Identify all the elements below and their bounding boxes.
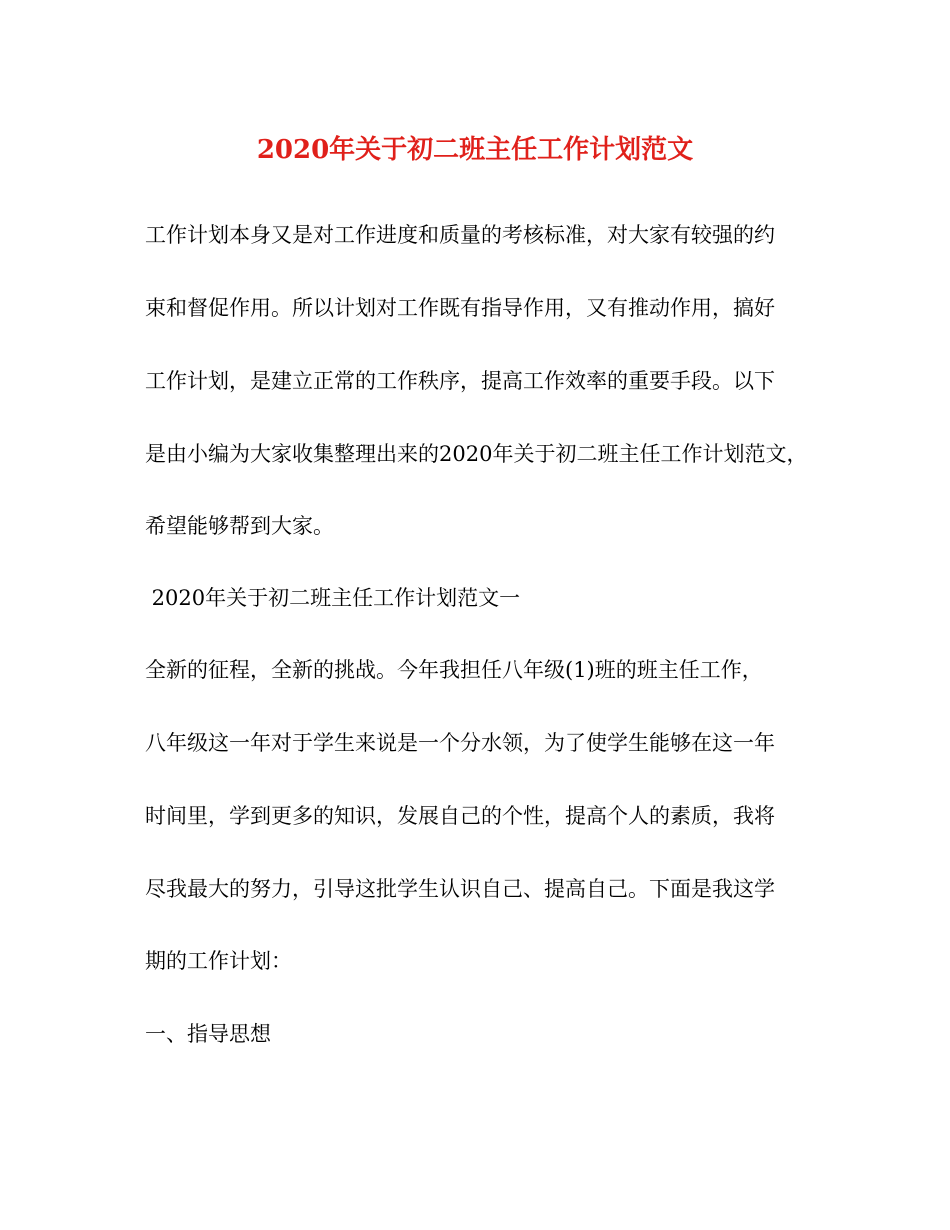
document-title: 2020年关于初二班主任工作计划范文	[256, 135, 694, 165]
body-line: 工作计划本身又是对工作进度和质量的考核标准，对大家有较强的约	[145, 223, 775, 247]
body-line: 八年级这一年对于学生来说是一个分水领，为了使学生能够在这一年	[145, 731, 775, 755]
body-line: 全新的征程，全新的挑战。今年我担任八年级(1)班的班主任工作，	[145, 658, 763, 682]
section-heading: 2020年关于初二班主任工作计划范文一	[145, 586, 521, 610]
body-line: 工作计划，是建立正常的工作秩序，提高工作效率的重要手段。以下	[145, 369, 775, 393]
body-line: 束和督促作用。所以计划对工作既有指导作用，又有推动作用，搞好	[145, 296, 775, 320]
body-line: 时间里，学到更多的知识，发展自己的个性，提高个人的素质，我将	[145, 804, 775, 828]
body-line: 希望能够帮到大家。	[145, 514, 334, 538]
body-line: 尽我最大的努力，引导这批学生认识自己、提高自己。下面是我这学	[145, 877, 775, 901]
body-line: 是由小编为大家收集整理出来的2020年关于初二班主任工作计划范文，	[145, 442, 808, 466]
body-line: 期的工作计划：	[145, 949, 292, 973]
subsection-heading: 一、指导思想	[145, 1022, 271, 1046]
